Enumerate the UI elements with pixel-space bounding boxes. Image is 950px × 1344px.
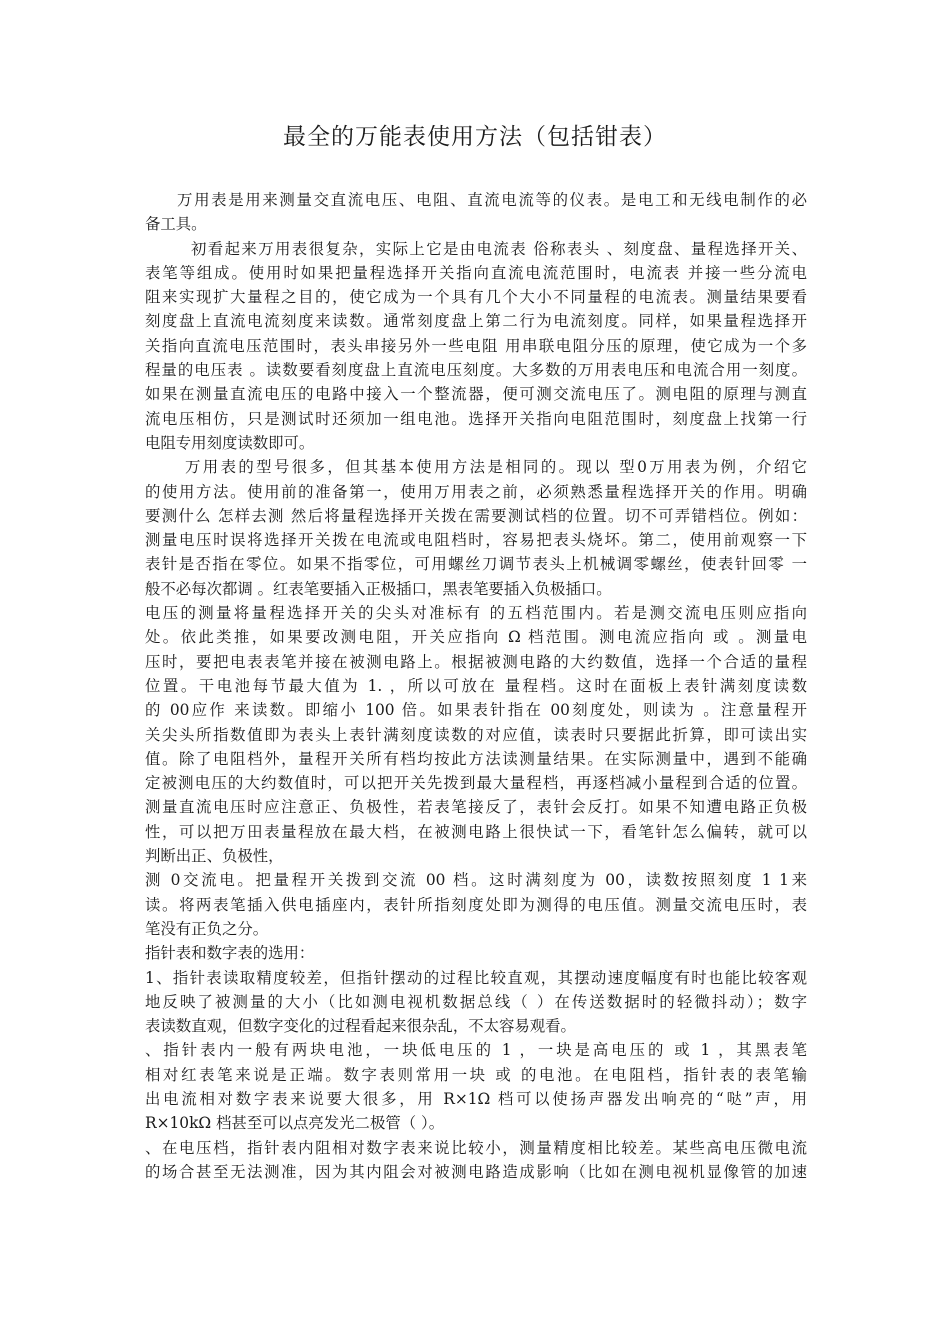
text-line: 性，可以把万田表量程放在最大档，在被测电路上很快试一下，看笔针怎么偏转，就可以 bbox=[145, 822, 807, 841]
text-line: 万用表的型号很多，但其基本使用方法是相同的。现以 型0万用表为例，介绍它 bbox=[185, 458, 807, 477]
text-line: 测量直流电压时应注意正、负极性，若表笔接反了，表针会反打。如果不知遭电路正负极 bbox=[145, 798, 807, 817]
text-line: 、指针表内一般有两块电池，一块低电压的 1 ，一块是高电压的 或 1 ，其黑表笔 bbox=[145, 1041, 807, 1060]
page-title: 最全的万能表使用方法（包括钳表） bbox=[283, 124, 667, 150]
text-line: 关指向直流电压范围时，表头串接另外一些电阻 用串联电阻分压的原理，使它成为一个多 bbox=[145, 336, 807, 355]
text-line: 测量电压时误将选择开关拨在电流或电阻档时，容易把表头烧坏。第二，使用前观察一下 bbox=[145, 531, 807, 550]
text-line: 备工具。 bbox=[145, 215, 207, 234]
text-line: 流电压相仿，只是测试时还须加一组电池。选择开关指向电阻范围时，刻度盘上找第一行 bbox=[145, 409, 807, 428]
text-line: 出电流相对数字表来说要大很多，用 R×1Ω 档可以使扬声器发出响亮的“哒”声，用 bbox=[145, 1089, 807, 1108]
text-line: 判断出正、负极性， bbox=[145, 847, 284, 866]
text-line: 表笔等组成。使用时如果把量程选择开关指向直流电流范围时，电流表 并接一些分流电 bbox=[145, 263, 807, 282]
text-line: 的 00应作 来读数。即缩小 100 倍。如果表针指在 00刻度处，则读为 。注意量程开 bbox=[145, 701, 807, 720]
text-line: 值。除了电阻档外，量程开关所有档均按此方法读测量结果。在实际测量中，遇到不能确 bbox=[145, 749, 807, 768]
text-line: 压时，要把电表表笔并接在被测电路上。根据被测电路的大约数值，选择一个合适的量程 bbox=[145, 652, 807, 671]
text-line: 测 0交流电。把量程开关拨到交流 00 档。这时满刻度为 00，读数按照刻度 1 1来 bbox=[145, 871, 807, 890]
document-body bbox=[145, 188, 807, 1184]
text-line: 表针是否指在零位。如果不指零位，可用螺丝刀调节表头上机械调零螺丝，使表针回零 一 bbox=[145, 555, 807, 574]
text-line: 关尖头所指数值即为表头上表针满刻度读数的对应值，读表时只要据此折算，即可读出实 bbox=[145, 725, 807, 744]
text-line: 初看起来万用表很复杂，实际上它是由电流表 俗称表头 、刻度盘、量程选择开关、 bbox=[191, 239, 807, 258]
text-line: 读。将两表笔插入供电插座内，表针所指刻度处即为测得的电压值。测量交流电压时，表 bbox=[145, 895, 807, 914]
text-line: 表读数直观，但数字变化的过程看起来很杂乱，不太容易观看。 bbox=[145, 1017, 576, 1036]
text-line: 相对红表笔来说是正端。数字表则常用一块 或 的电池。在电阻档，指针表的表笔输 bbox=[145, 1065, 807, 1084]
text-line: 位置。干电池每节最大值为 1. ，所以可放在 量程档。这时在面板上表针满刻度读数 bbox=[145, 676, 807, 695]
text-line: R×10kΩ 档甚至可以点亮发光二极管（ ）。 bbox=[145, 1114, 445, 1133]
text-line: 如果在测量直流电压的电路中接入一个整流器，便可测交流电压了。测电阻的原理与测直 bbox=[145, 385, 807, 404]
text-line: 的场合甚至无法测准，因为其内阻会对被测电路造成影响（比如在测电视机显像管的加速 bbox=[145, 1162, 807, 1181]
text-line: 万用表是用来测量交直流电压、电阻、直流电流等的仪表。是电工和无线电制作的必 bbox=[177, 191, 807, 209]
text-line: 指针表和数字表的选用： bbox=[145, 944, 315, 963]
text-line: 般不必每次都调 。红表笔要插入正极插口，黑表笔要插入负极插口。 bbox=[145, 579, 612, 598]
text-line: 的使用方法。使用前的准备第一，使用万用表之前，必须熟悉量程选择开关的作用。明确 bbox=[145, 482, 807, 501]
text-line: 程量的电压表 。读数要看刻度盘上直流电压刻度。大多数的万用表电压和电流合用一刻度。 bbox=[145, 361, 807, 380]
text-line: 要测什么 怎样去测 然后将量程选择开关拨在需要测试档的位置。切不可弄错档位。例如： bbox=[145, 506, 807, 525]
text-line: 1、指针表读取精度较差，但指针摆动的过程比较直观，其摆动速度幅度有时也能比较客观 bbox=[145, 968, 807, 987]
text-line: 、在电压档，指针表内阻相对数字表来说比较小，测量精度相比较差。某些高电压微电流 bbox=[145, 1138, 807, 1157]
text-line: 阻来实现扩大量程之目的，使它成为一个具有几个大小不同量程的电流表。测量结果要看 bbox=[145, 288, 807, 307]
text-line: 处。依此类推，如果要改测电阻，开关应指向 Ω 档范围。测电流应指向 或 。测量电 bbox=[145, 628, 807, 647]
text-line: 定被测电压的大约数值时，可以把开关先拨到最大量程档，再逐档减小量程到合适的位置。 bbox=[145, 774, 807, 793]
text-line: 笔没有正负之分。 bbox=[145, 919, 269, 938]
text-line: 电压的测量将量程选择开关的尖头对准标有 的五档范围内。若是测交流电压则应指向 bbox=[145, 604, 807, 623]
text-line: 刻度盘上直流电流刻度来读数。通常刻度盘上第二行为电流刻度。同样，如果量程选择开 bbox=[145, 312, 807, 331]
text-line: 电阻专用刻度读数即可。 bbox=[145, 433, 315, 452]
text-line: 地反映了被测量的大小（比如测电视机数据总线（ ）在传送数据时的轻微抖动）；数字 bbox=[145, 992, 807, 1011]
